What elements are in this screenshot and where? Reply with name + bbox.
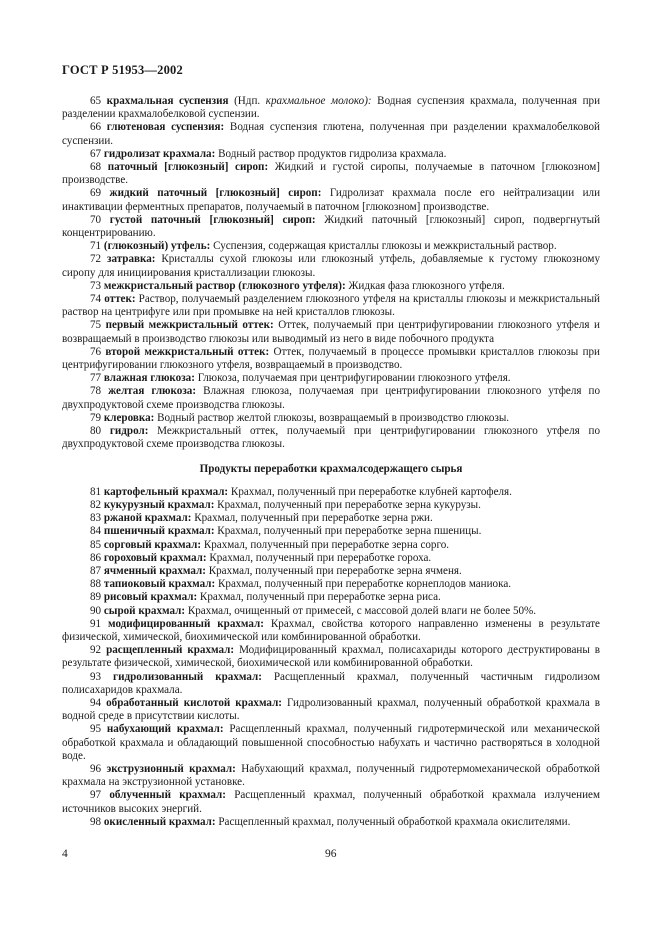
term-number: 69	[90, 187, 102, 200]
term-definition: Расщепленный крахмал, полученный гидротермической или механической обработкой крахмала и обладающий повышенной способностью набухать и частично растворяться в холодной воде.	[62, 723, 600, 762]
term-number: 92	[90, 644, 102, 657]
term-definition: Крахмал, полученный при переработке зерна риса.	[197, 591, 441, 604]
term-entry	[62, 214, 600, 240]
term-name: сырой крахмал:	[103, 604, 186, 617]
term-definition: Водный раствор желтой глюкозы, возвращаемый в производство глюкозы.	[154, 411, 510, 424]
term-number: 78	[90, 385, 102, 398]
term-definition: Жидкий и густой сиропы, получаемые в паточном [глюкозном] производстве.	[62, 161, 601, 187]
term-name: набухающий крахмал:	[106, 723, 224, 736]
term-definition: Межкристальный оттек, получаемый при центрифугировании глюкозного утфеля по двухпродуктовой схеме производства глюкозы.	[62, 425, 600, 451]
term-number: 70	[90, 213, 102, 226]
document-header: ГОСТ Р 51953—2002	[62, 63, 183, 77]
term-number: 65	[90, 95, 102, 107]
term-number: 66	[90, 121, 102, 134]
term-entry	[62, 697, 600, 723]
term-definition: Глюкоза, получаемая при центрифугировании глюкозного утфеля.	[194, 372, 511, 385]
term-number: 75	[90, 319, 102, 332]
term-definition: Раствор, получаемый разделением глюкозного утфеля на кристаллы глюкозы и межкристальный раствор на центрифуге или при промывке на ней кристаллов глюкозы.	[62, 293, 600, 319]
term-number: 67	[90, 147, 102, 160]
term-name: густой паточный [глюкозный] сироп:	[109, 213, 316, 226]
term-number: 83	[90, 512, 102, 525]
term-number: 85	[90, 538, 102, 551]
term-definition: Модифицированный крахмал, полисахариды которого деструктированы в результате физической, химической, биохимической или комбинированной обработки.	[62, 644, 600, 670]
term-entry	[62, 121, 600, 147]
term-number: 90	[90, 604, 102, 617]
term-note: (Ндп.	[228, 95, 266, 107]
term-entry	[62, 618, 600, 644]
term-definition: Гидролизат крахмала после его нейтрализации или инактивации ферментных препаратов, получаемый в паточном [глюкозном] производстве.	[62, 187, 600, 213]
term-name: облученный крахмал:	[109, 789, 226, 802]
term-name: экструзионный крахмал:	[106, 762, 236, 775]
page-number: 96	[325, 848, 337, 860]
term-entry	[62, 372, 600, 385]
term-definition: Кристаллы сухой глюкозы или глюкозный утфель, добавляемые к густому глюкозному сиропу для инициирования кристаллизации глюкозы.	[62, 253, 600, 279]
term-name: пшеничный крахмал:	[103, 525, 215, 538]
terms-list-part1	[62, 95, 600, 451]
term-definition: Суспензия, содержащая кристаллы глюкозы и межкристальный раствор.	[210, 240, 557, 253]
term-name: рисовый крахмал:	[103, 591, 198, 604]
section-title: Продукты переработки крахмалсодержащего сырья	[199, 463, 463, 476]
term-name: жидкий паточный [глюкозный] сироп:	[109, 187, 322, 200]
term-number: 74	[90, 293, 102, 306]
term-name: картофельный крахмал:	[103, 485, 229, 498]
term-number: 79	[90, 411, 102, 424]
term-number: 82	[90, 498, 102, 511]
term-definition: Влажная глюкоза, получаемая при центрифугировании глюкозного утфеля по двухпродуктовой схеме производства глюкозы.	[62, 385, 600, 411]
term-definition: Крахмал, свойства которого направленно изменены в результате физической, химической, биохимической или комбинированной обработки.	[62, 617, 600, 643]
term-entry	[62, 539, 600, 552]
term-number: 89	[90, 591, 102, 604]
term-name: обработанный кислотой крахмал:	[106, 696, 282, 709]
term-entry	[62, 578, 600, 591]
term-name: гидролизат крахмала:	[103, 147, 216, 160]
term-entry	[62, 293, 600, 319]
term-number: 93	[90, 670, 102, 683]
term-name: расщепленный крахмал:	[106, 644, 235, 657]
term-entry	[62, 253, 600, 279]
term-number: 71	[90, 240, 102, 253]
term-entry	[62, 816, 600, 829]
term-number: 80	[90, 425, 102, 438]
term-definition: Крахмал, полученный при переработке зерна кукурузы.	[214, 498, 481, 511]
term-entry	[62, 319, 600, 345]
term-entry	[62, 763, 600, 789]
term-deprecated: крахмальное молоко):	[265, 95, 372, 107]
term-name: влажная глюкоза:	[103, 372, 195, 385]
term-definition: Жидкая фаза глюкозного утфеля.	[345, 279, 505, 292]
term-name: тапиоковый крахмал:	[103, 578, 216, 591]
term-definition: Крахмал, полученный при переработке корнеплодов маниока.	[215, 578, 512, 591]
term-entry	[62, 148, 600, 161]
term-entry	[62, 605, 600, 618]
term-entry	[62, 644, 600, 670]
term-entry	[62, 95, 600, 121]
term-name: второй межкристальный оттек:	[105, 345, 270, 358]
term-name: гидролизованный крахмал:	[113, 670, 262, 683]
term-entry	[62, 385, 600, 411]
term-entry	[62, 552, 600, 565]
term-name: ячменный крахмал:	[103, 564, 206, 577]
document-body	[62, 95, 600, 829]
term-definition: Водная суспензия глютена, полученная при разделении крахмалобелковой суспензии.	[62, 121, 600, 147]
term-number: 73	[90, 279, 102, 292]
term-entry	[62, 723, 600, 763]
term-entry	[62, 525, 600, 538]
term-number: 96	[90, 762, 102, 775]
term-name: паточный [глюкозный] сироп:	[107, 161, 269, 174]
term-number: 94	[90, 696, 102, 709]
term-entry	[62, 161, 600, 187]
term-definition: Гидролизованный крахмал, полученный обработкой крахмала в водной среде в присутствии кислоты.	[62, 696, 600, 723]
term-number: 86	[90, 551, 102, 564]
term-number: 84	[90, 525, 102, 538]
term-name: гидрол:	[109, 425, 149, 438]
term-definition: Крахмал, очищенный от примесей, с массовой долей влаги не более 50%.	[185, 604, 537, 617]
term-number: 88	[90, 578, 102, 591]
term-number: 91	[90, 617, 102, 630]
term-entry	[62, 591, 600, 604]
term-definition: Расщепленный крахмал, полученный частичным гидролизом полисахаридов крахмала.	[62, 670, 600, 696]
term-number: 87	[90, 564, 102, 577]
term-definition: Жидкий паточный [глюкозный] сироп, подвергнутый концентрированию.	[62, 213, 601, 240]
term-definition: Крахмал, полученный при переработке зерна ржи.	[191, 512, 433, 525]
term-name: крахмальная суспензия	[106, 95, 229, 107]
term-number: 72	[90, 253, 102, 266]
term-definition: Водная суспензия крахмала, полученная при разделении крахмалобелковой суспензии.	[62, 95, 601, 121]
term-name: межкристальный раствор (глюкозного утфеля):	[103, 279, 346, 292]
term-name: желтая глюкоза:	[108, 385, 197, 398]
term-number: 97	[90, 789, 102, 802]
term-definition: Крахмал, полученный при переработке зерна сорго.	[201, 538, 450, 551]
term-definition: Водный раствор продуктов гидролиза крахмала.	[215, 147, 447, 160]
footer-edition: 4	[62, 848, 68, 860]
term-entry	[62, 346, 600, 372]
term-definition: Крахмал, полученный при переработке зерна пшеницы.	[214, 525, 482, 538]
term-name: глютеновая суспензия:	[106, 121, 225, 134]
term-entry	[62, 187, 600, 213]
term-number: 81	[90, 485, 102, 498]
term-entry	[62, 671, 600, 697]
term-definition: Крахмал, полученный при переработке гороха.	[206, 551, 432, 564]
term-name: оттек:	[104, 293, 136, 306]
term-name: первый межкристальный оттек:	[105, 319, 274, 332]
term-entry	[62, 280, 600, 293]
term-definition: Расщепленный крахмал, полученный обработкой крахмала окислителями.	[215, 815, 571, 828]
term-definition: Крахмал, полученный при переработке зерна ячменя.	[205, 564, 462, 577]
term-entry	[62, 565, 600, 578]
term-entry	[62, 425, 600, 451]
term-name: окисленный крахмал:	[103, 815, 216, 828]
term-name: гороховый крахмал:	[103, 551, 207, 564]
term-definition: Расщепленный крахмал, полученный обработкой крахмала излучением источников высоких энергий.	[62, 789, 600, 815]
term-entry	[62, 240, 600, 253]
term-definition: Оттек, получаемый при центрифугировании глюкозного утфеля и возвращаемый в производство глюкозы или выводимый из него в виде побочного продукта	[62, 319, 600, 345]
term-number: 76	[90, 345, 102, 358]
term-entry	[62, 512, 600, 525]
term-number: 77	[90, 372, 102, 385]
term-name: (глюкозный) утфель:	[103, 240, 211, 253]
term-name: модифицированный крахмал:	[108, 617, 264, 630]
term-number: 95	[90, 723, 102, 736]
terms-list-part2	[62, 486, 600, 829]
term-entry	[62, 789, 600, 815]
term-definition: Крахмал, полученный при переработке клубней картофеля.	[228, 485, 512, 498]
term-name: кукурузный крахмал:	[103, 498, 215, 511]
term-name: сорговый крахмал:	[103, 538, 202, 551]
term-entry	[62, 499, 600, 512]
term-name: клеровка:	[103, 411, 155, 424]
term-entry	[62, 412, 600, 425]
term-name: затравка:	[106, 253, 156, 266]
term-definition: Набухающий крахмал, полученный гидротермомеханической обработкой крахмала на экструзионной установке.	[62, 762, 600, 789]
term-number: 98	[90, 815, 102, 828]
term-entry	[62, 486, 600, 499]
term-name: ржаной крахмал:	[103, 512, 192, 525]
term-definition: Оттек, получаемый в процессе промывки кристаллов глюкозы при центрифугировании глюкозного утфеля, возвращаемый в производство.	[62, 345, 600, 372]
term-number: 68	[90, 161, 102, 174]
